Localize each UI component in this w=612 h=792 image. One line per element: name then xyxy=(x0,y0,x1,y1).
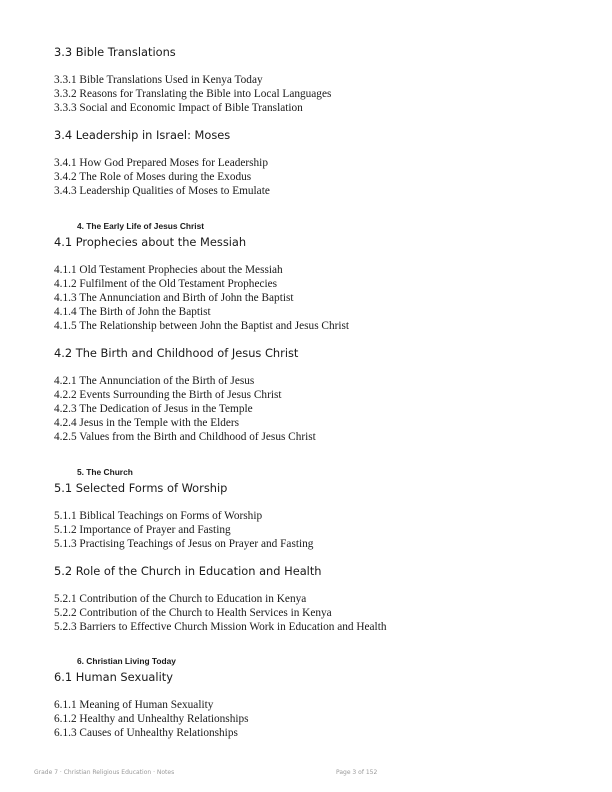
section-heading: 3.3 Bible Translations xyxy=(54,45,176,59)
section-heading: 4.2 The Birth and Childhood of Jesus Christ xyxy=(54,346,299,361)
subsection-item: 5.1.2 Importance of Prayer and Fasting xyxy=(54,523,231,536)
subsection-list xyxy=(54,509,574,551)
subsection-list xyxy=(54,374,574,444)
chapter-heading: 4. The Early Life of Jesus Christ xyxy=(77,220,205,231)
chapter-heading: 5. The Church xyxy=(77,466,133,477)
subsection-list xyxy=(54,263,574,333)
subsection-item: 4.2.2 Events Surrounding the Birth of Jesus Christ xyxy=(54,389,282,402)
chapter-heading: 6. Christian Living Today xyxy=(77,656,176,667)
subsection-item: 4.1.4 The Birth of John the Baptist xyxy=(54,305,211,318)
table-of-contents xyxy=(54,44,574,740)
subsection-item: 4.1.3 The Annunciation and Birth of John the Baptist xyxy=(54,291,294,304)
subsection-item: 4.2.1 The Annunciation of the Birth of Jesus xyxy=(54,375,255,388)
section-heading: 5.1 Selected Forms of Worship xyxy=(54,480,228,495)
subsection-item: 5.2.2 Contribution of the Church to Health Services in Kenya xyxy=(54,606,332,619)
subsection-list xyxy=(54,156,574,198)
subsection-item: 3.4.2 The Role of Moses during the Exodus xyxy=(54,171,252,184)
subsection-list xyxy=(54,73,574,115)
subsection-item: 4.2.5 Values from the Birth and Childhood of Jesus Christ xyxy=(54,431,316,444)
subsection-item: 4.1.1 Old Testament Prophecies about the Messiah xyxy=(54,263,283,276)
subsection-item: 3.4.3 Leadership Qualities of Moses to Emulate xyxy=(54,185,270,198)
subsection-item: 4.2.4 Jesus in the Temple with the Elders xyxy=(54,417,240,430)
subsection-item: 3.3.1 Bible Translations Used in Kenya Today xyxy=(54,74,263,86)
section-heading: 6.1 Human Sexuality xyxy=(54,670,173,685)
subsection-item: 3.3.3 Social and Economic Impact of Bible Translation xyxy=(54,102,303,115)
subsection-list xyxy=(54,698,574,740)
subsection-item: 3.3.2 Reasons for Translating the Bible into Local Languages xyxy=(54,88,332,101)
section-heading: 3.4 Leadership in Israel: Moses xyxy=(54,128,231,143)
subsection-item: 4.2.3 The Dedication of Jesus in the Temple xyxy=(54,403,253,416)
subsection-list xyxy=(54,592,574,634)
subsection-item: 5.1.3 Practising Teachings of Jesus on Prayer and Fasting xyxy=(54,537,314,550)
subsection-item: 5.2.1 Contribution of the Church to Education in Kenya xyxy=(54,592,307,605)
footer-page-number: Page 3 of 152 xyxy=(336,769,378,776)
subsection-item: 6.1.3 Causes of Unhealthy Relationships xyxy=(54,727,238,740)
subsection-item: 6.1.2 Healthy and Unhealthy Relationships xyxy=(54,713,249,726)
section-heading: 5.2 Role of the Church in Education and Health xyxy=(54,563,322,578)
subsection-item: 3.4.1 How God Prepared Moses for Leadership xyxy=(54,157,268,170)
subsection-item: 4.1.2 Fulfilment of the Old Testament Prophecies xyxy=(54,277,278,290)
subsection-item: 6.1.1 Meaning of Human Sexuality xyxy=(54,699,214,712)
section-heading: 4.1 Prophecies about the Messiah xyxy=(54,234,247,249)
subsection-item: 4.1.5 The Relationship between John the Baptist and Jesus Christ xyxy=(54,319,350,332)
subsection-item: 5.1.1 Biblical Teachings on Forms of Worship xyxy=(54,509,263,522)
footer-document-title: Grade 7 · Christian Religious Education · Notes xyxy=(34,769,175,776)
subsection-item: 5.2.3 Barriers to Effective Church Mission Work in Education and Health xyxy=(54,620,387,633)
